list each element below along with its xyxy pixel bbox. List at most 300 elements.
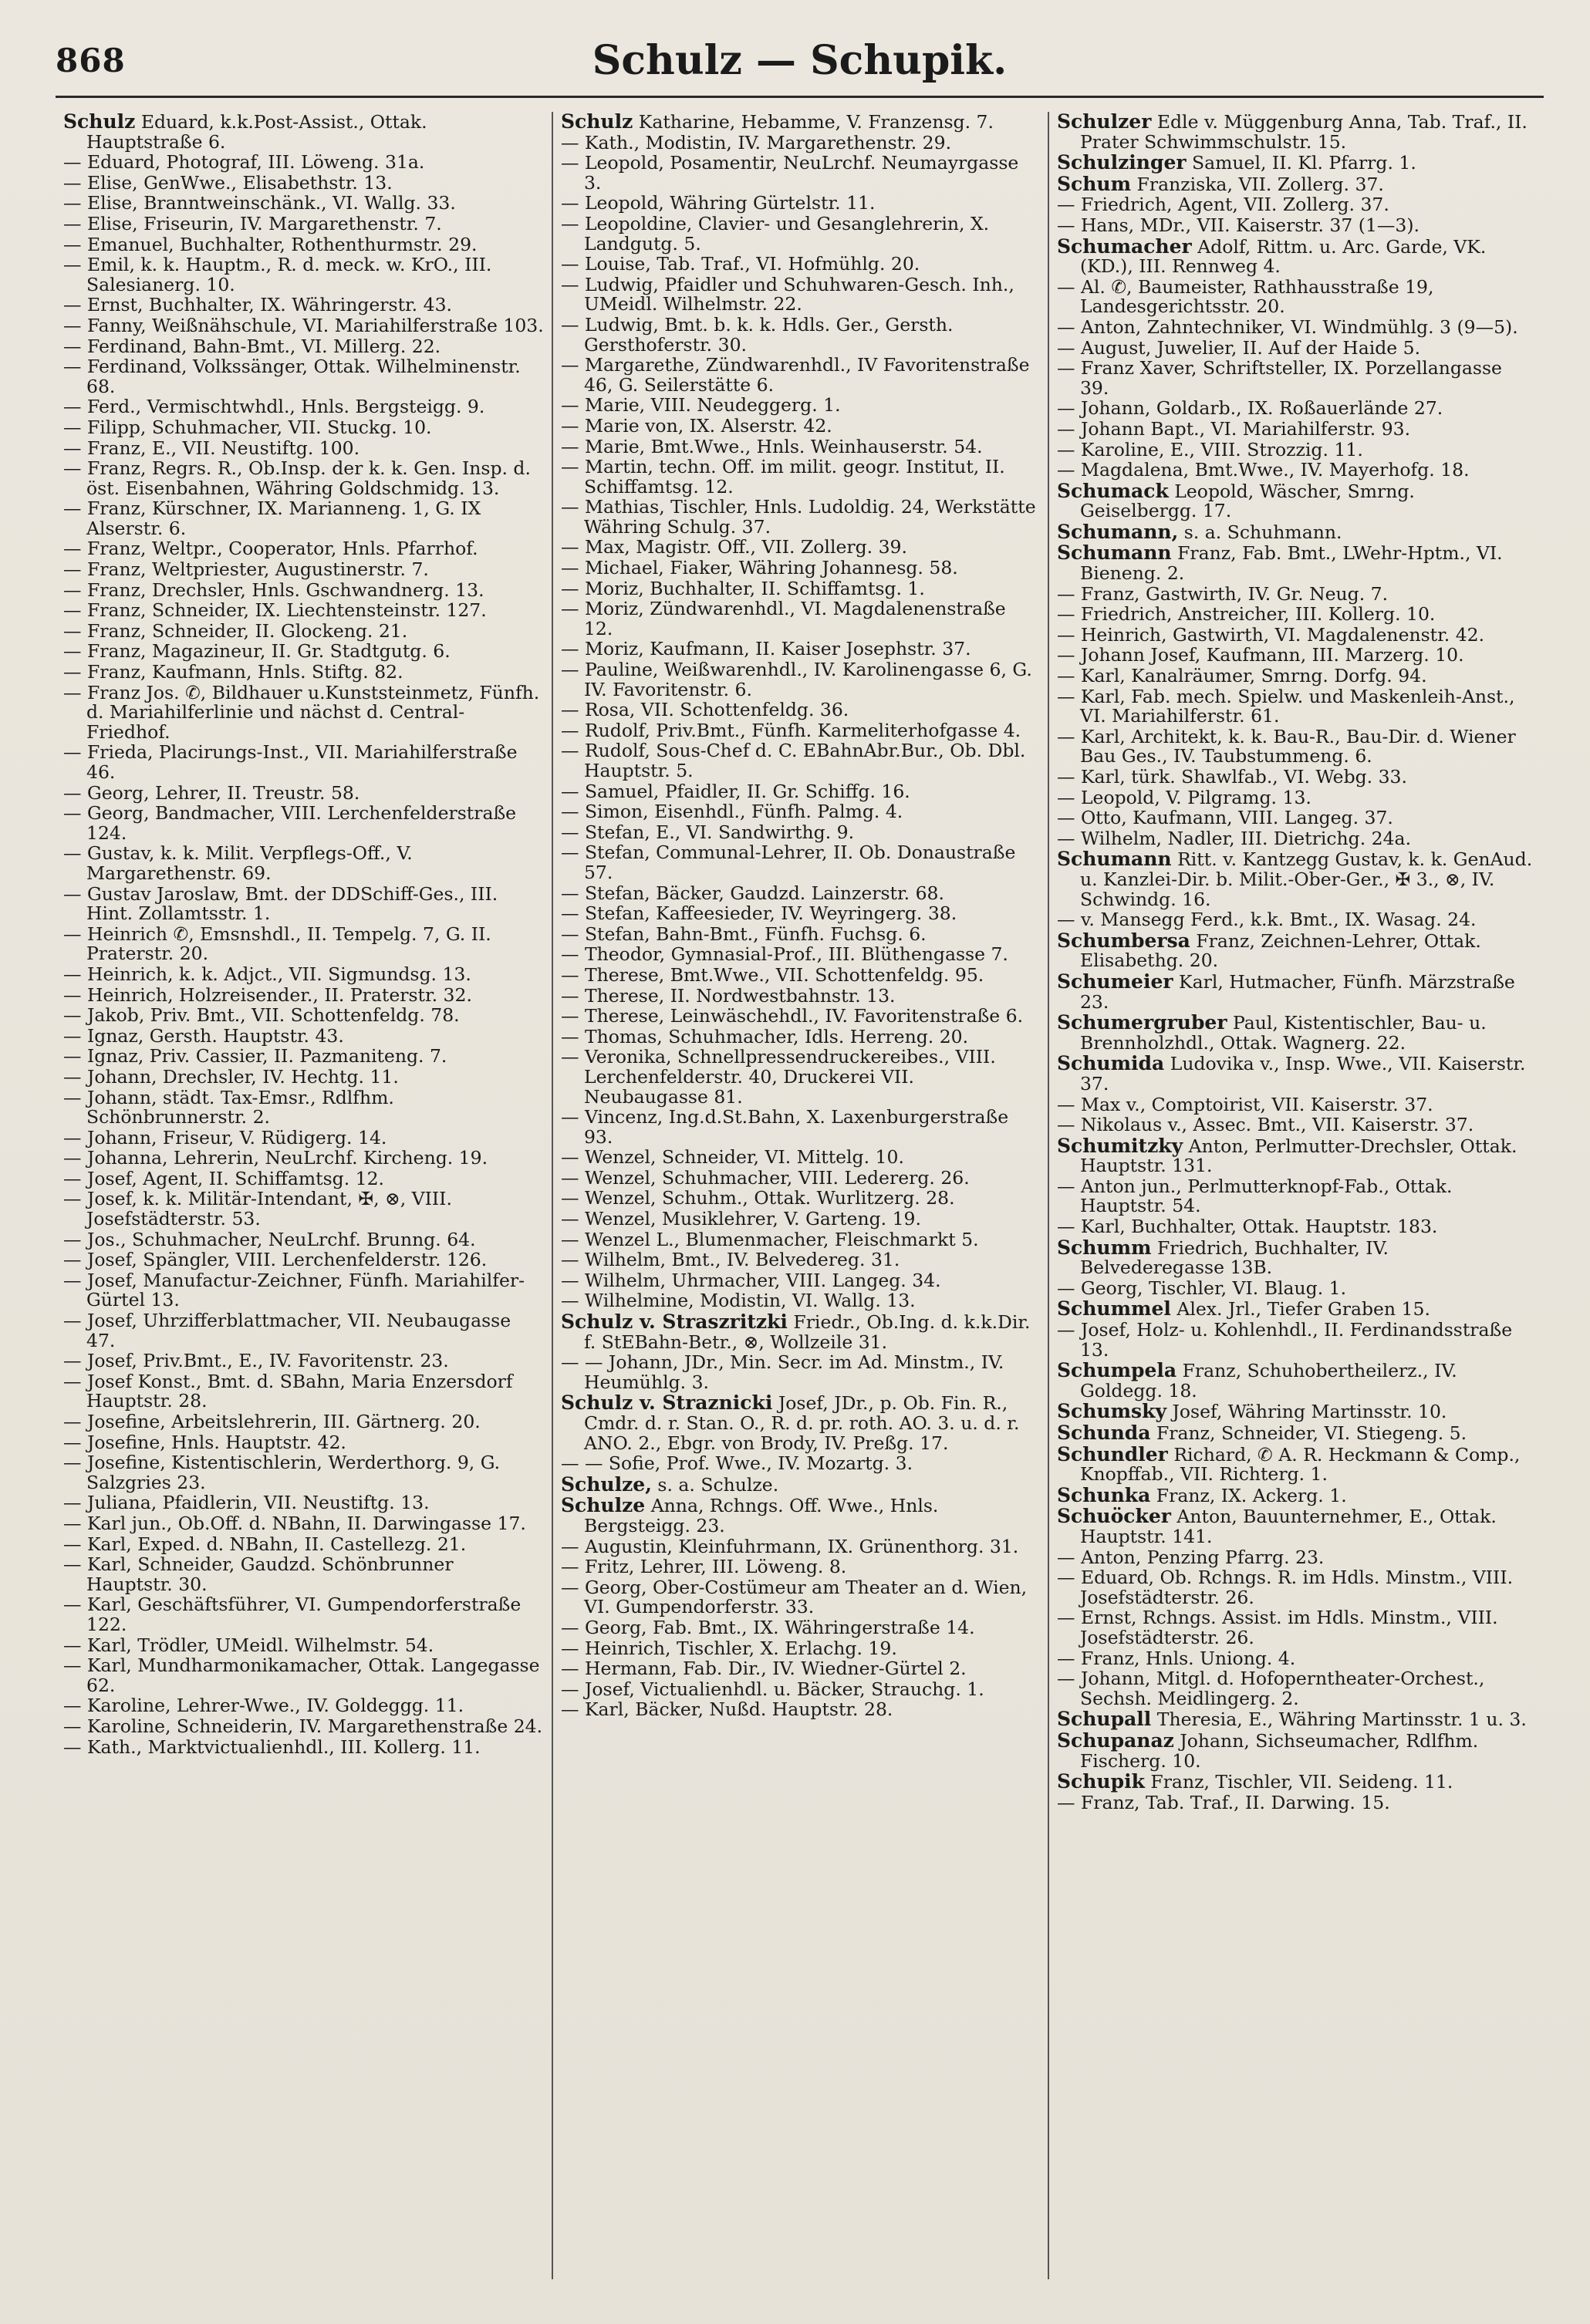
entry-text: — Josef Konst., Bmt. d. SBahn, Maria Enzersdorf Hauptstr. 28. — [63, 1370, 513, 1412]
directory-entry — [561, 498, 1040, 537]
directory-entry — [63, 459, 544, 498]
entry-text: — Karl, Architekt, k. k. Bau-R., Bau-Dir. d. Wiener Bau Ges., IV. Taubstummeng. 6. — [1056, 725, 1516, 767]
entry-text: — Nikolaus v., Assec. Bmt., VII. Kaiserstr. 37. — [1056, 1114, 1474, 1136]
entry-text: — Johann Bapt., VI. Mariahilferstr. 93. — [1056, 417, 1411, 440]
entry-headword: Schumack — [1056, 479, 1169, 502]
directory-entry — [561, 133, 1040, 153]
directory-entry — [63, 499, 544, 538]
entry-text: — Theodor, Gymnasial-Prof., III. Blüthengasse 7. — [560, 943, 1008, 966]
entry-text: — Fritz, Lehrer, III. Löweng. 8. — [560, 1556, 847, 1578]
entry-text: — Elise, Friseurin, IV. Margarethenstr. 7. — [63, 212, 442, 234]
directory-entry — [1057, 1793, 1536, 1813]
entry-text: — Karl, Bäcker, Nußd. Hauptstr. 28. — [560, 1698, 893, 1721]
directory-entry — [63, 1351, 544, 1371]
directory-entry — [1057, 440, 1536, 460]
directory-entry — [1057, 788, 1536, 808]
entry-text: — Anton, Penzing Pfarrg. 23. — [1056, 1546, 1325, 1568]
directory-entry — [561, 1393, 1040, 1453]
entry-text: — Hermann, Fab. Dir., IV. Wiedner-Gürtel 2. — [560, 1658, 967, 1680]
directory-entry — [561, 1578, 1040, 1617]
entry-text: — Karoline, Schneiderin, IV. Margarethenstraße 24. — [63, 1715, 543, 1737]
entry-text: — Michael, Fiaker, Währing Johannesg. 58. — [560, 557, 958, 579]
entry-text: — Karoline, E., VIII. Strozzig. 11. — [1056, 438, 1363, 460]
directory-entry — [561, 925, 1040, 945]
directory-entry — [63, 781, 544, 804]
entry-text: s. a. Schulze. — [657, 1473, 779, 1496]
entry-text: — Leopold, V. Pilgramg. 13. — [1056, 786, 1311, 808]
entry-text: — Fanny, Weißnähschule, VI. Mariahilferstraße 103. — [63, 314, 544, 336]
entry-text: — Marie, VIII. Neudeggerg. 1. — [560, 394, 841, 417]
entry-headword: Schunda — [1056, 1422, 1151, 1444]
directory-entry — [561, 1108, 1040, 1147]
directory-entry — [63, 357, 544, 396]
entry-text: — Gustav, k. k. Milit. Verpflegs-Off., V. Margarethenstr. 69. — [63, 842, 413, 884]
entry-headword: Schupik — [1056, 1770, 1145, 1793]
entry-text: — Franz, Schneider, IX. Liechtensteinstr. 127. — [63, 599, 487, 622]
directory-entry — [1057, 1568, 1536, 1607]
directory-entry — [561, 721, 1040, 741]
directory-entry — [1057, 359, 1536, 398]
entry-text: — Georg, Tischler, VI. Blaug. 1. — [1056, 1277, 1347, 1299]
entry-text: — Augustin, Kleinfuhrmann, IX. Grünenthorg. 31. — [560, 1535, 1019, 1557]
directory-entry — [561, 1230, 1040, 1250]
entry-headword: Schundler — [1056, 1442, 1168, 1466]
entry-text: — Franz, Weltpr., Cooperator, Hnls. Pfarrhof. — [63, 538, 478, 560]
page-number: 868 — [56, 42, 126, 79]
directory-entry — [63, 1735, 544, 1758]
directory-entry — [63, 1555, 544, 1594]
directory-entry — [63, 578, 544, 601]
entry-text: — Marie, Bmt.Wwe., Hnls. Weinhauserstr. 54. — [560, 435, 983, 457]
entry-text: — Max, Magistr. Off., VII. Zollerg. 39. — [560, 536, 907, 558]
entry-text: Anton, Perlmutter-Drechsler, Ottak. Hauptstr. 131. — [1079, 1135, 1517, 1177]
directory-entry — [1057, 1506, 1536, 1547]
directory-entry — [63, 1717, 544, 1737]
directory-entry — [63, 1514, 544, 1534]
entry-text: — August, Juwelier, II. Auf der Haide 5. — [1056, 336, 1421, 359]
entry-text: — Franz, E., VII. Neustiftg. 100. — [63, 437, 360, 459]
directory-entry — [1057, 1423, 1536, 1444]
directory-entry — [1056, 1483, 1536, 1506]
directory-entry — [63, 619, 544, 642]
entry-text: Franz, Schneider, VI. Stiegeng. 5. — [1156, 1422, 1467, 1444]
entry-headword: Schumann — [1056, 848, 1172, 871]
directory-entry — [1057, 910, 1536, 930]
entry-text: Ludovika v., Insp. Wwe., VII. Kaiserstr. 37. — [1079, 1053, 1526, 1095]
entry-text: — Heinrich, Holzreisender., II. Praterstr. 32. — [63, 983, 472, 1006]
entry-headword: Schumergruber — [1056, 1011, 1227, 1034]
directory-entry — [1057, 666, 1536, 686]
entry-text: — Vincenz, Ing.d.St.Bahn, X. Laxenburgerstraße 93. — [560, 1106, 1009, 1148]
entry-text: Anna, Rchngs. Off. Wwe., Hnls. Bergsteigg. 23. — [583, 1495, 939, 1536]
directory-entry — [561, 1496, 1040, 1536]
entry-text: — Karl, Mundharmonikamacher, Ottak. Langegasse 62. — [63, 1654, 540, 1696]
entry-text: — Johann, Friseur, V. Rüdigerg. 14. — [63, 1126, 387, 1149]
directory-entry — [561, 1189, 1040, 1209]
directory-entry — [1057, 931, 1536, 971]
entry-text: — Ferd., Vermischtwhdl., Hnls. Bergsteigg. 9. — [63, 396, 485, 418]
entry-columns — [56, 112, 1544, 2279]
directory-entry — [561, 1291, 1040, 1311]
directory-entry — [1056, 275, 1536, 318]
directory-entry — [63, 743, 544, 782]
directory-entry — [1057, 112, 1536, 152]
directory-entry — [63, 439, 544, 459]
entry-headword: Schumacher — [1056, 234, 1192, 258]
entry-text: — Franz, Weltpriester, Augustinerstr. 7. — [63, 558, 429, 581]
entry-text: — Karl jun., Ob.Off. d. NBahn, II. Darwingasse 17. — [63, 1512, 526, 1534]
directory-entry — [561, 538, 1040, 558]
directory-entry — [1057, 1095, 1536, 1115]
entry-headword: Schumitzky — [1056, 1134, 1183, 1157]
directory-entry — [1056, 417, 1536, 440]
entry-text: Alex. Jrl., Tiefer Graben 15. — [1176, 1298, 1430, 1321]
entry-text: — Eduard, Ob. Rchngs. R. im Hdls. Minstm., VIII. Josefstädterstr. 26. — [1056, 1567, 1514, 1608]
entry-text: — Jos., Schuhmacher, NeuLrchf. Brunng. 64. — [63, 1228, 476, 1250]
directory-entry — [1057, 1177, 1536, 1216]
directory-entry — [63, 1535, 544, 1555]
directory-entry — [1057, 1772, 1536, 1793]
entry-text: — Kath., Modistin, IV. Margarethenstr. 29. — [560, 131, 952, 153]
entry-text: — Franz, Tab. Traf., II. Darwing. 15. — [1056, 1791, 1390, 1813]
directory-entry — [1057, 1669, 1536, 1708]
directory-entry — [561, 1271, 1040, 1291]
directory-entry — [63, 1656, 544, 1695]
directory-entry — [63, 418, 544, 438]
directory-entry — [561, 1618, 1040, 1638]
directory-entry — [63, 1453, 544, 1493]
directory-entry — [63, 663, 544, 683]
directory-entry — [63, 1493, 544, 1513]
entry-text: — Ernst, Rchngs. Assist. im Hdls. Minstm., VIII. Josefstädterstr. 26. — [1056, 1607, 1498, 1648]
entry-headword: Schum — [1056, 172, 1132, 195]
entry-text: Samuel, II. Kl. Pfarrg. 1. — [1192, 152, 1416, 174]
directory-entry — [561, 1639, 1040, 1659]
entry-text: Katharine, Hebamme, V. Franzensg. 7. — [638, 112, 994, 133]
directory-entry — [63, 601, 544, 621]
entry-text: — Ludwig, Bmt. b. k. k. Hdls. Ger., Gersth. Gersthoferstr. 30. — [560, 313, 954, 356]
directory-entry — [63, 804, 544, 843]
directory-entry — [560, 984, 1040, 1007]
directory-entry — [1057, 174, 1536, 195]
directory-entry — [1057, 646, 1536, 666]
directory-entry — [63, 539, 544, 559]
directory-entry — [63, 882, 544, 925]
entry-text: — Josefine, Hnls. Hauptstr. 42. — [63, 1431, 346, 1453]
directory-entry — [63, 235, 544, 255]
entry-text: — Franz, Regrs. R., Ob.Insp. der k. k. Gen. Insp. d. öst. Eisenbahnen, Währing Goldschmidg. 13. — [63, 457, 531, 499]
directory-entry — [561, 356, 1040, 395]
directory-entry — [561, 153, 1040, 193]
entry-text: — Franz, Schneider, II. Glockeng. 21. — [63, 619, 408, 642]
entry-text: — Max v., Comptoirist, VII. Kaiserstr. 37. — [1056, 1093, 1433, 1115]
directory-entry — [561, 843, 1040, 882]
directory-entry — [1057, 849, 1536, 909]
directory-entry — [63, 1024, 544, 1047]
entry-text: — Ignaz, Gersth. Hauptstr. 43. — [63, 1024, 344, 1047]
entry-text: — Heinrich, Gastwirth, VI. Magdalenenstr. 42. — [1056, 623, 1485, 646]
entry-headword: Schumeier — [1056, 970, 1173, 993]
entry-text: — Ferdinand, Volkssänger, Ottak. Wilhelminenstr. 68. — [63, 356, 521, 397]
entry-text: — Elise, Branntweinschänk., VI. Wallg. 33. — [63, 192, 456, 214]
directory-entry — [1057, 767, 1536, 788]
directory-entry — [63, 925, 544, 964]
entry-text: — Samuel, Pfaidler, II. Gr. Schiffg. 16. — [560, 780, 910, 802]
directory-entry — [1057, 195, 1536, 215]
directory-entry — [63, 171, 544, 194]
entry-text: — Anton, Zahntechniker, VI. Windmühlg. 3 (9—5). — [1056, 315, 1518, 338]
entry-text: Franz, Tischler, VII. Seideng. 11. — [1150, 1771, 1453, 1793]
entry-text: — Wilhelm, Nadler, III. Dietrichg. 24a. — [1056, 827, 1412, 849]
entry-text: — Josefine, Arbeitslehrerin, III. Gärtnerg. 20. — [63, 1411, 481, 1432]
entry-text: — Margarethe, Zündwarenhdl., IV Favoritenstraße 46, G. Seilerstätte 6. — [560, 354, 1030, 396]
entry-text: — Karl, Geschäftsführer, VI. Gumpendorferstraße 122. — [63, 1594, 522, 1635]
entry-text: — Emil, k. k. Hauptm., R. d. meck. w. KrO., III. Salesianerg. 10. — [63, 254, 492, 295]
entry-text: — Marie von, IX. Alserstr. 42. — [560, 414, 832, 437]
entry-text: — Johann, Drechsler, IV. Hechtg. 11. — [63, 1065, 399, 1088]
entry-text: — Stefan, Kaffeesieder, IV. Weyringerg. 38. — [560, 902, 957, 925]
entry-text: — Thomas, Schuhmacher, Idls. Herreng. 20. — [560, 1025, 969, 1047]
entry-text: Leopold, Wäscher, Smrng. Geiselbergg. 17. — [1079, 480, 1415, 522]
entry-text: — Josef, Agent, II. Schiffamtsg. 12. — [63, 1167, 385, 1189]
directory-entry — [1057, 399, 1536, 419]
entry-text: — Moriz, Buchhalter, II. Schiffamtsg. 1. — [560, 577, 925, 599]
entry-text: — Josef, Manufactur-Zeichner, Fünfh. Mariahilfer-Gürtel 13. — [63, 1269, 525, 1311]
directory-entry — [63, 1311, 544, 1351]
directory-entry — [561, 558, 1040, 578]
directory-entry — [561, 741, 1040, 781]
directory-entry — [1057, 1136, 1536, 1176]
directory-entry — [561, 1250, 1040, 1270]
entry-text: — Karl, Kanalräumer, Smrng. Dorfg. 94. — [1056, 665, 1427, 687]
entry-text: — Johann, Goldarb., IX. Roßauerlände 27. — [1056, 397, 1443, 420]
directory-entry — [63, 1250, 544, 1270]
entry-text: Adolf, Rittm. u. Arc. Garde, VK. (KD.), III. Rennweg 4. — [1079, 235, 1487, 278]
directory-entry — [63, 1128, 544, 1149]
directory-entry — [561, 1680, 1040, 1700]
directory-entry — [561, 1659, 1040, 1679]
directory-entry — [63, 965, 544, 985]
entry-text: — Georg, Bandmacher, VIII. Lerchenfelderstraße 124. — [63, 802, 517, 844]
entry-text: s. a. Schuhmann. — [1183, 521, 1342, 543]
entry-headword: Schulz v. Straznicki — [560, 1391, 773, 1415]
entry-text: — Friedrich, Anstreicher, III. Kollerg. 10. — [1056, 603, 1436, 626]
directory-entry — [1057, 1361, 1536, 1401]
entry-text: — Wenzel, Schuhmacher, VIII. Ledererg. 26. — [560, 1166, 970, 1189]
directory-entry — [561, 1312, 1040, 1352]
entry-headword: Schumann — [1056, 541, 1172, 565]
directory-entry — [1057, 522, 1536, 543]
directory-entry — [1057, 808, 1536, 828]
entry-text: — Josef, Holz- u. Kohlenhdl., II. Ferdinandsstraße 13. — [1056, 1319, 1513, 1361]
entry-text: Franz, Schuhobertheilerz., IV. Goldegg. 18. — [1079, 1360, 1457, 1401]
entry-text: — Heinrich ✆, Emsnshdl., II. Tempelg. 7, G. II. Praterstr. 20. — [63, 923, 491, 965]
entry-headword: Schummel — [1056, 1297, 1171, 1321]
directory-entry — [561, 945, 1040, 965]
directory-entry — [561, 782, 1040, 802]
directory-entry — [63, 1189, 544, 1229]
entry-text: — Louise, Tab. Traf., VI. Hofmühlg. 20. — [560, 253, 920, 275]
entry-text: — Karl, Exped. d. NBahn, II. Castellezg. 21. — [63, 1533, 467, 1555]
directory-entry — [561, 315, 1040, 355]
directory-entry — [63, 316, 544, 336]
directory-entry — [1057, 727, 1536, 767]
entry-headword: Schulz — [560, 112, 633, 133]
entry-text: Franz, IX. Ackerg. 1. — [1156, 1484, 1347, 1506]
entry-text: — — Johann, JDr., Min. Secr. im Ad. Minstm., IV. Heumühlg. 3. — [560, 1351, 1004, 1393]
page-header — [56, 31, 1544, 98]
entry-text: — Franz, Drechsler, Hnls. Gschwandnerg. 13. — [63, 578, 484, 601]
directory-entry — [1057, 1321, 1536, 1360]
entry-text: — Ernst, Buchhalter, IX. Währingerstr. 43. — [63, 294, 452, 316]
entry-text: — Emanuel, Buchhalter, Rothenthurmstr. 29. — [63, 233, 478, 255]
directory-entry — [63, 295, 544, 315]
entry-text: Johann, Sichseumacher, Rdlfhm. Fischerg. 10. — [1079, 1729, 1479, 1772]
entry-text: — Therese, Bmt.Wwe., VII. Schottenfeldg. 95. — [560, 963, 984, 986]
directory-entry — [561, 194, 1040, 214]
directory-entry — [1057, 153, 1536, 174]
entry-text: — Filipp, Schuhmacher, VII. Stuckg. 10. — [63, 416, 432, 438]
entry-text: — Karl, Schneider, Gaudzd. Schönbrunner Hauptstr. 30. — [63, 1553, 454, 1595]
directory-entry — [1057, 1115, 1536, 1135]
directory-entry — [561, 904, 1040, 924]
entry-headword: Schumann, — [1056, 520, 1179, 543]
entry-text: — Wilhelm, Bmt., IV. Belvedereg. 31. — [560, 1249, 900, 1271]
directory-entry — [63, 1230, 544, 1250]
entry-text: — Franz, Magazineur, II. Gr. Stadtgutg. 6. — [63, 640, 451, 663]
entry-headword: Schumida — [1056, 1052, 1165, 1075]
entry-text: — Karl, Buchhalter, Ottak. Hauptstr. 183. — [1056, 1216, 1438, 1238]
entry-text: — Josef, Priv.Bmt., E., IV. Favoritenstr. 23. — [63, 1350, 449, 1372]
entry-text: — Pauline, Weißwarenhdl., IV. Karolinengasse 6, G. IV. Favoritenstr. 6. — [560, 659, 1032, 700]
directory-entry — [561, 660, 1040, 700]
entry-headword: Schulz v. Straszritzki — [560, 1310, 788, 1334]
directory-entry — [1057, 829, 1536, 849]
directory-entry — [1057, 1608, 1536, 1648]
entry-text: — Johann, Mitgl. d. Hofoperntheater-Orchest., Sechsh. Meidlingerg. 2. — [1056, 1668, 1485, 1709]
entry-text: — Elise, GenWwe., Elisabethstr. 13. — [63, 171, 393, 194]
entry-text: — Wilhelm, Uhrmacher, VIII. Langeg. 34. — [560, 1269, 941, 1291]
directory-entry — [560, 1166, 1040, 1189]
entry-text: — Eduard, Photograf, III. Löweng. 31a. — [63, 151, 425, 174]
directory-entry — [63, 112, 544, 152]
entry-text: Franziska, VII. Zollerg. 37. — [1136, 173, 1384, 195]
directory-entry — [561, 639, 1040, 659]
directory-entry — [1057, 1401, 1536, 1422]
directory-entry — [63, 1372, 544, 1412]
entry-text: Ritt. v. Kantzegg Gustav, k. k. GenAud. u. Kanzlei-Dir. b. Milit.-Ober-Ger., ✠ 3., ⊗, IV. Schwindg. 16. — [1079, 848, 1533, 910]
directory-entry — [63, 337, 544, 357]
directory-entry — [1057, 543, 1536, 583]
directory-entry — [1057, 605, 1536, 625]
entry-text: — Otto, Kaufmann, VIII. Langeg. 37. — [1056, 807, 1393, 829]
directory-entry — [63, 1006, 544, 1026]
entry-headword: Schulzinger — [1056, 151, 1187, 174]
entry-text: — Stefan, Bäcker, Gaudzd. Lainzerstr. 68. — [560, 882, 944, 904]
entry-text: — Josef, k. k. Militär-Intendant, ✠, ⊗, VIII. Josefstädterstr. 53. — [63, 1188, 452, 1230]
directory-entry — [561, 1353, 1040, 1392]
entry-text: — Karl, Trödler, UMeidl. Wilhelmstr. 54. — [63, 1634, 434, 1656]
entry-text: — Gustav Jaroslaw, Bmt. der DDSchiff-Ges., III. Hint. Zollamtsstr. 1. — [63, 882, 498, 925]
directory-entry — [63, 560, 544, 580]
entry-text: — Georg, Fab. Bmt., IX. Währingerstraße 14. — [560, 1616, 975, 1638]
entry-text: — Heinrich, Tischler, X. Erlachg. 19. — [560, 1637, 897, 1659]
entry-text: Josef, Währing Martinsstr. 10. — [1172, 1401, 1447, 1423]
directory-entry — [561, 1557, 1040, 1577]
entry-text: — Wilhelmine, Modistin, VI. Wallg. 13. — [560, 1290, 916, 1312]
entry-text: Edle v. Müggenburg Anna, Tab. Traf., II. Prater Schwimmschulstr. 15. — [1079, 112, 1528, 153]
entry-text: — Jakob, Priv. Bmt., VII. Schottenfeldg. 78. — [63, 1004, 460, 1027]
entry-text: — Magdalena, Bmt.Wwe., IV. Mayerhofg. 18. — [1056, 459, 1470, 481]
directory-entry — [63, 642, 544, 662]
entry-text: — Martin, techn. Off. im milit. geogr. Institut, II. Schiffamtsg. 12. — [560, 456, 1005, 498]
entry-text: Josef, JDr., p. Ob. Fin. R., Cmdr. d. r. Stan. O., R. d. pr. roth. AO. 3. u. d. r. ANO. 2., Ebgr. von Brody, IV. Preßg. 17. — [583, 1392, 1020, 1454]
directory-entry — [1057, 1299, 1536, 1320]
directory-entry — [63, 194, 544, 214]
entry-text: — Josef, Victualienhdl. u. Bäcker, Strauchg. 1. — [560, 1678, 984, 1700]
entry-text: — Anton jun., Perlmutterknopf-Fab., Ottak. Hauptstr. 54. — [1056, 1175, 1453, 1217]
directory-entry — [63, 153, 544, 173]
entry-text: — Leopold, Posamentir, NeuLrchf. Neumayrgasse 3. — [560, 152, 1019, 194]
directory-entry — [1056, 1442, 1536, 1486]
directory-entry — [561, 396, 1040, 416]
entry-headword: Schumm — [1056, 1236, 1152, 1259]
directory-entry — [561, 823, 1040, 843]
entry-text: — Georg, Ober-Costümeur am Theater an d. Wien, VI. Gumpendorferstr. 33. — [560, 1576, 1028, 1618]
directory-entry — [1057, 1731, 1536, 1771]
entry-text: Richard, ✆ A. R. Heckmann & Comp., Knopffab., VII. Richterg. 1. — [1079, 1443, 1521, 1486]
directory-entry — [561, 1047, 1040, 1107]
entry-headword: Schulze — [560, 1494, 646, 1517]
entry-text: — Kath., Marktvictualienhdl., III. Kollerg. 11. — [63, 1735, 481, 1758]
directory-entry — [63, 1412, 544, 1432]
directory-entry — [561, 112, 1040, 133]
entry-text: — Franz, Hnls. Uniong. 4. — [1056, 1647, 1296, 1669]
entry-text: — v. Mansegg Ferd., k.k. Bmt., IX. Wasag. 24. — [1056, 909, 1477, 931]
directory-entry — [63, 1169, 544, 1189]
entry-text: Paul, Kistentischler, Bau- u. Brennholzhdl., Ottak. Wagnerg. 22. — [1079, 1012, 1487, 1054]
directory-entry — [63, 1047, 544, 1067]
entry-headword: Schupanaz — [1056, 1729, 1174, 1752]
directory-entry — [561, 1027, 1040, 1047]
directory-entry — [561, 1700, 1040, 1720]
entry-text: — Leopoldine, Clavier- und Gesanglehrerin, X. Landgutg. 5. — [560, 212, 990, 255]
directory-entry — [63, 1696, 544, 1716]
entry-text: — Georg, Lehrer, II. Treustr. 58. — [63, 781, 360, 804]
directory-entry — [561, 275, 1040, 315]
directory-entry — [63, 1433, 544, 1453]
directory-entry — [560, 414, 1040, 437]
entry-text: — Ferdinand, Bahn-Bmt., VI. Millerg. 22. — [63, 335, 441, 357]
entry-text: — Josef, Uhrzifferblattmacher, VII. Neubaugasse 47. — [63, 1310, 511, 1351]
entry-text: — Johann Josef, Kaufmann, III. Marzerg. 10. — [1056, 644, 1464, 666]
entry-text: — Stefan, Communal-Lehrer, II. Ob. Donaustraße 57. — [560, 842, 1016, 883]
directory-entry — [561, 214, 1040, 254]
entry-headword: Schupall — [1056, 1708, 1152, 1731]
entry-text: — Moriz, Kaufmann, II. Kaiser Josephstr. 37. — [560, 638, 971, 660]
entry-text: — Rudolf, Priv.Bmt., Fünfh. Karmeliterhofgasse 4. — [560, 719, 1021, 741]
entry-text: — Wenzel, Schneider, VI. Mittelg. 10. — [560, 1146, 904, 1169]
entry-text: — Stefan, Bahn-Bmt., Fünfh. Fuchsg. 6. — [560, 923, 927, 945]
directory-entry — [63, 1636, 544, 1656]
running-title: Schulz — Schupik. — [592, 37, 1008, 84]
directory-entry — [1057, 1238, 1536, 1278]
entry-headword: Schulzer — [1056, 112, 1152, 133]
entry-text: — Veronika, Schnellpressendruckereibes., VIII. Lerchenfelderstr. 40, Druckerei VII. Neubaugasse 81. — [560, 1046, 996, 1108]
directory-entry — [1057, 1217, 1536, 1237]
directory-entry — [63, 1065, 544, 1088]
directory-entry — [63, 397, 544, 417]
